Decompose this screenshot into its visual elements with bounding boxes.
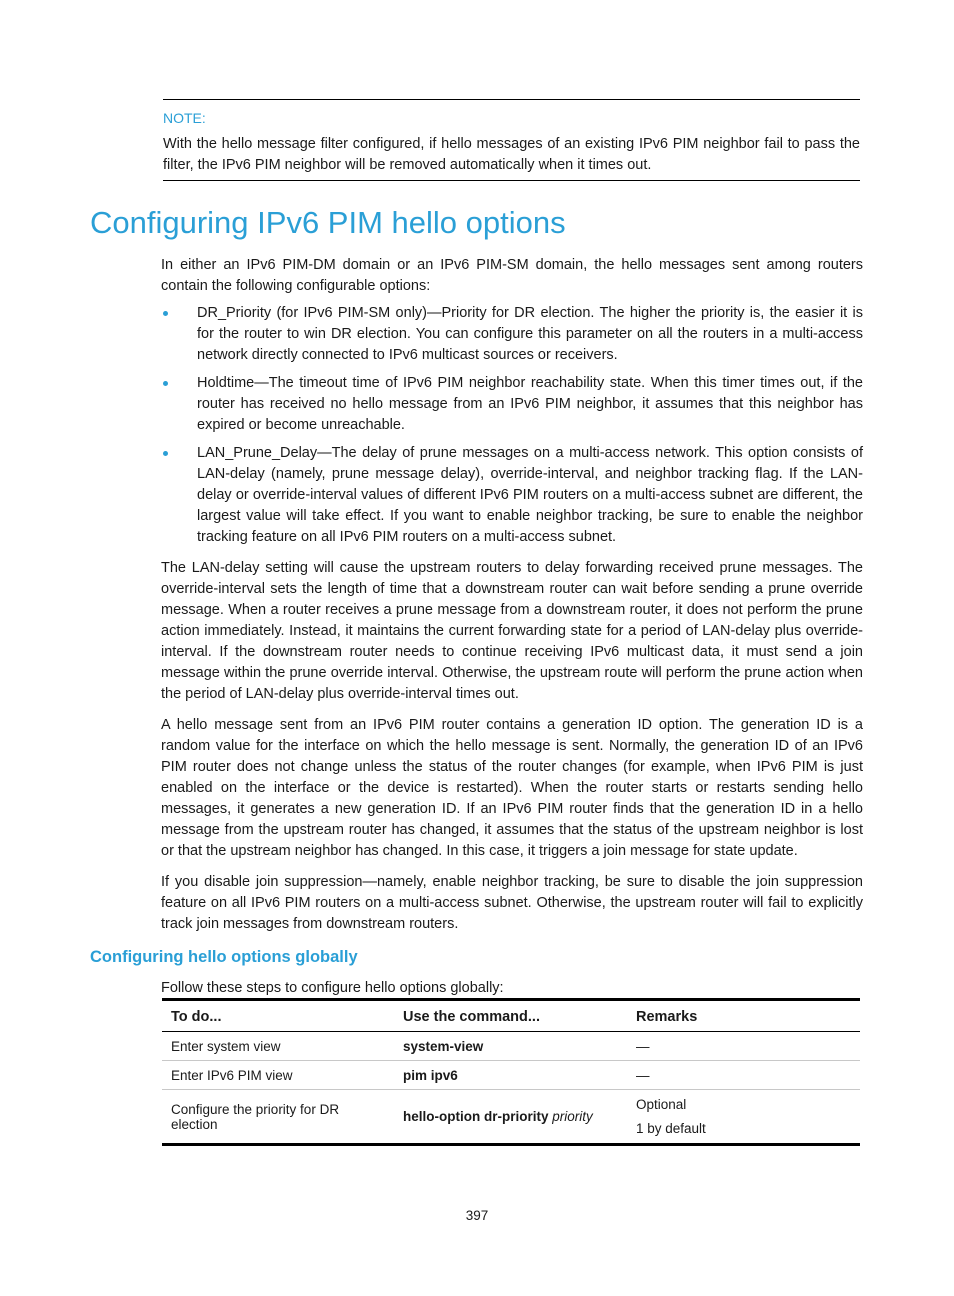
intro-paragraph: In either an IPv6 PIM-DM domain or an IPv6 PIM-SM domain, the hello messages sent among routers contain the following configurable options: xyxy=(161,257,863,294)
bullet-icon xyxy=(163,311,168,316)
table-header-row xyxy=(162,1000,860,1032)
command-argument: priority xyxy=(552,1109,593,1124)
list-item xyxy=(161,443,863,548)
table-row xyxy=(162,1032,860,1061)
cell-command xyxy=(394,1061,627,1090)
page-number: 397 xyxy=(465,1208,489,1223)
table-row xyxy=(162,1061,860,1090)
command-text: system-view xyxy=(403,1038,484,1054)
steps-table xyxy=(162,998,860,1146)
cell-remarks: — xyxy=(627,1032,860,1061)
list-item-text: DR_Priority (for IPv6 PIM-SM only)—Priority for DR election. The higher the priority is, the easier it is for the router to win DR election. You can configure this parameter on all the routers in a multi-access network directly connected to IPv6 multicast sources or receivers. xyxy=(197,305,863,363)
body-paragraph: A hello message sent from an IPv6 PIM router contains a generation ID option. The generation ID is a random value for the interface on which the hello message is sent. Normally, the generation ID of an IPv6 PIM router does not change unless the status of the router changes (for example, when IPv6 PIM is just enabled on the interface or the device is restarted). When the router starts or restarts sending hello messages, it generates a new generation ID. If an IPv6 PIM router finds that the generation ID in a hello message from the upstream router has changed, it assumes that the status of the upstream neighbor is lost or that the upstream neighbor has changed. In this case, it triggers a join message for state update. xyxy=(161,717,863,859)
cell-todo: Configure the priority for DR election xyxy=(171,1101,340,1132)
option-list xyxy=(161,303,863,548)
bullet-icon xyxy=(163,451,168,456)
list-item xyxy=(161,373,863,436)
cell-remarks: — xyxy=(627,1061,860,1090)
body-paragraph: If you disable join suppression—namely, enable neighbor tracking, be sure to disable the join suppression feature on all IPv6 PIM routers on a multi-access subnet. Otherwise, the upstream router will fail to explicitly track join messages from downstream routers. xyxy=(161,874,863,932)
remarks-line: 1 by default xyxy=(636,1120,706,1136)
cell-todo: Enter IPv6 PIM view xyxy=(162,1061,394,1090)
body-paragraph: The LAN-delay setting will cause the upstream routers to delay forwarding received prune messages. The override-interval sets the length of time that a downstream router can wait before sending a prune override message. When a router receives a prune message from a downstream router, it does not perform the prune action immediately. Instead, it maintains the current forwarding state for a period of LAN-delay plus override-interval. If the downstream router needs to continue receiving IPv6 multicast data, it must send a join message within the prune override interval. Otherwise, the upstream route will perform the prune action when the period of LAN-delay plus override-interval times out. xyxy=(161,560,863,702)
note-box xyxy=(163,99,860,181)
column-header-remarks: Remarks xyxy=(627,1000,860,1032)
cell-remarks xyxy=(627,1090,860,1145)
remarks-line: Optional xyxy=(636,1096,687,1112)
section-title: Configuring IPv6 PIM hello options xyxy=(90,205,566,240)
bullet-icon xyxy=(163,381,168,386)
column-header-todo: To do... xyxy=(162,1000,394,1032)
cell-command xyxy=(394,1032,627,1061)
intro-block xyxy=(161,255,863,935)
table-row xyxy=(162,1090,860,1145)
cell-command xyxy=(394,1090,627,1145)
table-intro: Follow these steps to configure hello options globally: xyxy=(161,980,504,996)
command-text: pim ipv6 xyxy=(403,1067,458,1083)
list-item-text: LAN_Prune_Delay—The delay of prune messages on a multi-access network. This option consists of LAN-delay (namely, prune message delay), override-interval, and neighbor tracking flag. If the LAN-delay or override-interval values of different IPv6 PIM routers on a multi-access subnet are different, the largest value will take effect. If you want to enable neighbor tracking, be sure to enable the neighbor tracking feature on all IPv6 PIM routers on a multi-access subnet. xyxy=(197,445,863,545)
command-text: hello-option dr-priority xyxy=(403,1109,549,1124)
list-item xyxy=(161,303,863,366)
list-item-text: Holdtime—The timeout time of IPv6 PIM neighbor reachability state. When this timer times out, if the router has received no hello message from an IPv6 PIM neighbor, it assumes that this neighbor has expired or become unreachable. xyxy=(197,375,863,433)
subsection-title: Configuring hello options globally xyxy=(90,948,358,966)
column-header-command: Use the command... xyxy=(394,1000,627,1032)
cell-todo: Enter system view xyxy=(162,1032,394,1061)
note-label: NOTE: xyxy=(163,110,206,126)
note-text: With the hello message filter configured, if hello messages of an existing IPv6 PIM neighbor fail to pass the filter, the IPv6 PIM neighbor will be removed automatically when it times out. xyxy=(163,136,860,173)
